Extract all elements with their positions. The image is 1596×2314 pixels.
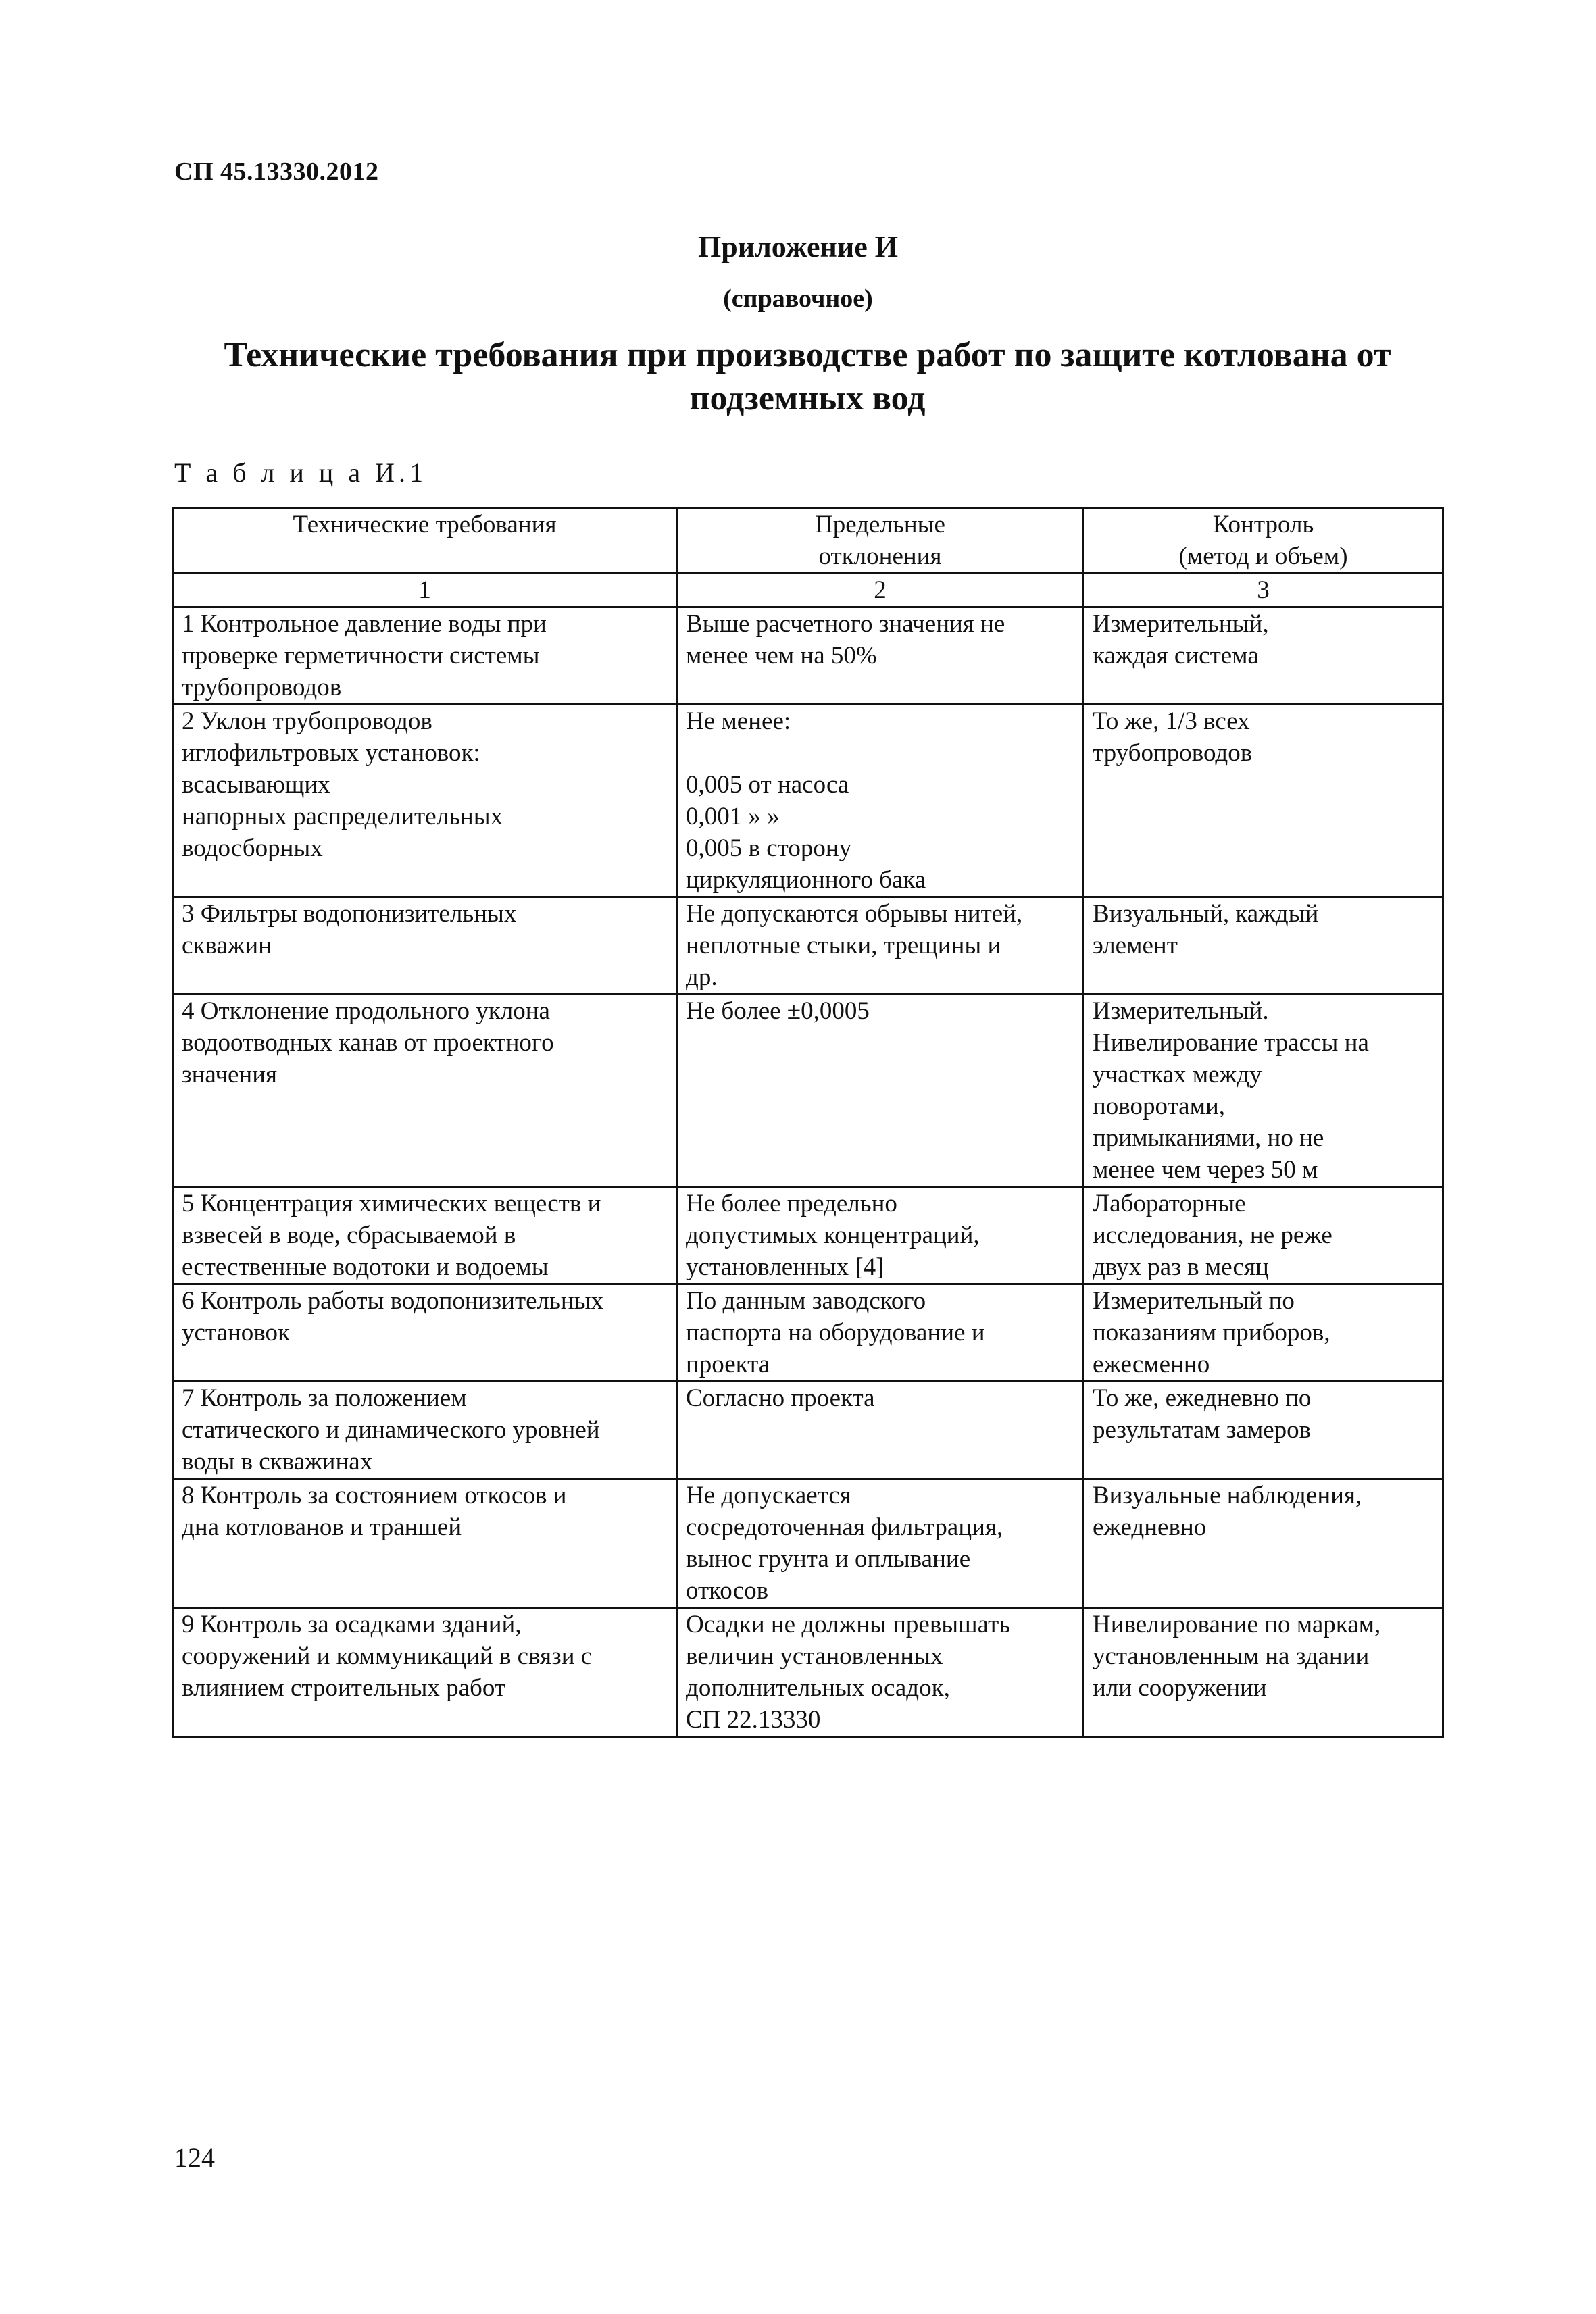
requirement-cell: 2 Уклон трубопроводов иглофильтровых установок: всасывающих напорных распределительных водосборных bbox=[173, 705, 677, 897]
table-row bbox=[173, 607, 1443, 705]
table-row bbox=[173, 705, 1443, 897]
table-row bbox=[173, 1187, 1443, 1284]
requirement-cell: 7 Контроль за положением статического и динамического уровней воды в скважинах bbox=[173, 1382, 677, 1479]
table-caption: Т а б л и ц а И.1 bbox=[174, 457, 427, 488]
control-cell: Визуальный, каждый элемент bbox=[1084, 897, 1443, 995]
requirement-cell: 8 Контроль за состоянием откосов и дна котлованов и траншей bbox=[173, 1479, 677, 1608]
control-cell: То же, ежедневно по результатам замеров bbox=[1084, 1382, 1443, 1479]
appendix-title: Приложение И bbox=[698, 230, 898, 263]
control-cell: Измерительный. Нивелирование трассы на участках между поворотами, примыканиями, но не менее чем через 50 м bbox=[1084, 995, 1443, 1187]
deviation-cell: Согласно проекта bbox=[677, 1382, 1084, 1479]
deviation-cell: Не менее: 0,005 от насоса 0,001 » » 0,005 в сторону циркуляционного бака bbox=[677, 705, 1084, 897]
control-cell: Нивелирование по маркам, установленным на здании или сооружении bbox=[1084, 1608, 1443, 1737]
deviation-cell: Выше расчетного значения не менее чем на 50% bbox=[677, 607, 1084, 705]
control-cell: Измерительный по показаниям приборов, ежесменно bbox=[1084, 1284, 1443, 1382]
column-number: 2 bbox=[677, 574, 1084, 607]
table-row bbox=[173, 1608, 1443, 1737]
requirement-cell: 9 Контроль за осадками зданий, сооружений и коммуникаций в связи с влиянием строительных работ bbox=[173, 1608, 677, 1737]
requirement-cell: 6 Контроль работы водопонизительных установок bbox=[173, 1284, 677, 1382]
table-header-row bbox=[173, 508, 1443, 574]
appendix-heading: Технические требования при производстве работ по защите котлована от подземных вод bbox=[224, 336, 1391, 418]
table-row bbox=[173, 995, 1443, 1187]
header-control: Контроль (метод и объем) bbox=[1084, 508, 1443, 574]
control-cell: Лабораторные исследования, не реже двух раз в месяц bbox=[1084, 1187, 1443, 1284]
header-requirements: Технические требования bbox=[173, 508, 677, 574]
column-number: 1 bbox=[173, 574, 677, 607]
column-number-row bbox=[173, 574, 1443, 607]
control-cell: Визуальные наблюдения, ежедневно bbox=[1084, 1479, 1443, 1608]
table-row bbox=[173, 1479, 1443, 1608]
control-cell: То же, 1/3 всех трубопроводов bbox=[1084, 705, 1443, 897]
table-row bbox=[173, 1382, 1443, 1479]
requirement-cell: 4 Отклонение продольного уклона водоотводных канав от проектного значения bbox=[173, 995, 677, 1187]
deviation-cell: Не допускается сосредоточенная фильтрация, вынос грунта и оплывание откосов bbox=[677, 1479, 1084, 1608]
deviation-cell: По данным заводского паспорта на оборудование и проекта bbox=[677, 1284, 1084, 1382]
deviation-cell: Не более ±0,0005 bbox=[677, 995, 1084, 1187]
appendix-type: (справочное) bbox=[723, 284, 873, 313]
deviation-cell: Не более предельно допустимых концентраций, установленных [4] bbox=[677, 1187, 1084, 1284]
deviation-cell: Осадки не должны превышать величин установленных дополнительных осадок, СП 22.13330 bbox=[677, 1608, 1084, 1737]
control-cell: Измерительный, каждая система bbox=[1084, 607, 1443, 705]
requirements-table bbox=[172, 507, 1444, 1738]
requirement-cell: 1 Контрольное давление воды при проверке герметичности системы трубопроводов bbox=[173, 607, 677, 705]
table-row bbox=[173, 1284, 1443, 1382]
requirement-cell: 3 Фильтры водопонизительных скважин bbox=[173, 897, 677, 995]
page-number: 124 bbox=[174, 2142, 215, 2173]
column-number: 3 bbox=[1084, 574, 1443, 607]
header-deviations: Предельные отклонения bbox=[677, 508, 1084, 574]
document-code: СП 45.13330.2012 bbox=[174, 157, 379, 186]
table-row bbox=[173, 897, 1443, 995]
requirement-cell: 5 Концентрация химических веществ и взвесей в воде, сбрасываемой в естественные водотоки и водоемы bbox=[173, 1187, 677, 1284]
deviation-cell: Не допускаются обрывы нитей, неплотные стыки, трещины и др. bbox=[677, 897, 1084, 995]
